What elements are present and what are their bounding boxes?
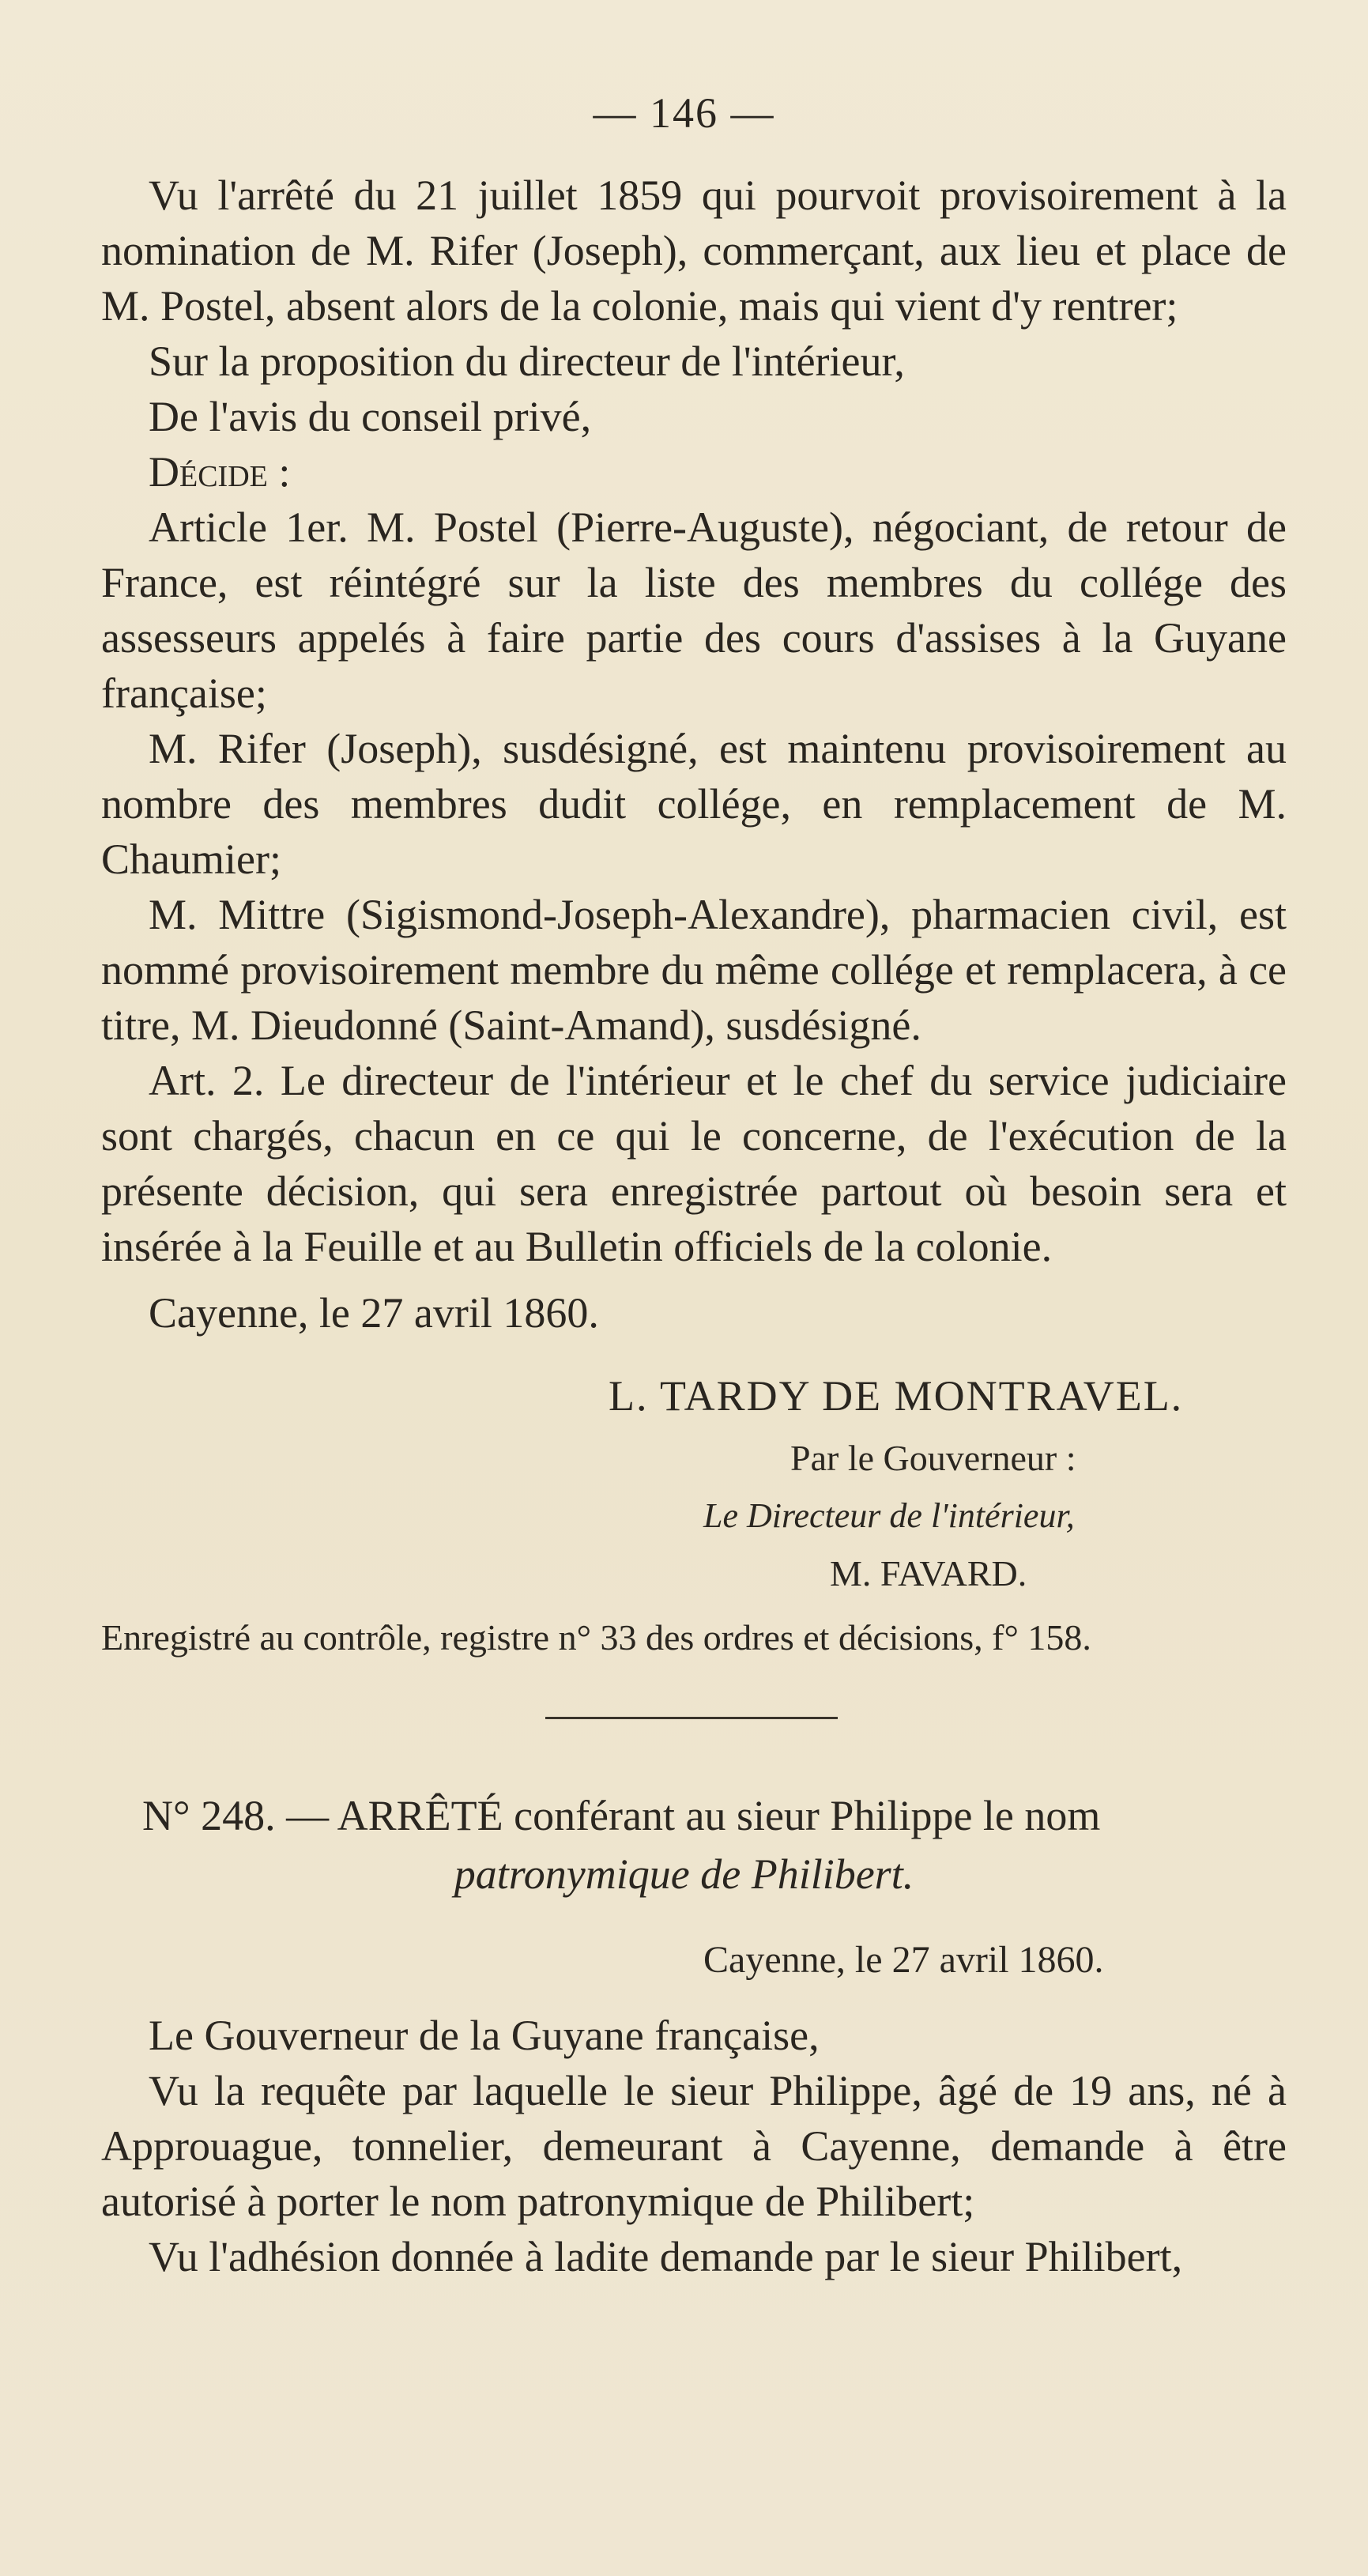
decision-place-date: Cayenne, le 27 avril 1860. — [149, 1289, 599, 1337]
decision-paragraph-rifer: M. Rifer (Joseph), susdésigné, est maintenu provisoirement au nombre des membres dudit collége, en remplacement de M. Chaumier; — [101, 725, 1287, 883]
arrete-paragraph-3: Vu l'adhésion donnée à ladite demande par le sieur Philibert, — [149, 2233, 1183, 2280]
arrete-heading-line-2: patronymique de Philibert. — [454, 1850, 914, 1898]
decision-article-2: Art. 2. Le directeur de l'intérieur et le chef du service judiciaire sont chargés, chacun en ce qui le concerne, de l'exécution de la présente décision, qui sera enregistrée partout où besoin sera et insérée à la Feuille et au Bulletin officiels de la colonie. — [101, 1057, 1287, 1270]
registration-note: Enregistré au contrôle, registre n° 33 des ordres et décisions, f° 158. — [101, 1617, 1091, 1658]
director-name: M. FAVARD. — [830, 1553, 1027, 1593]
decision-paragraph-3: De l'avis du conseil privé, — [149, 393, 592, 440]
decision-paragraph-2: Sur la proposition du directeur de l'intérieur, — [149, 338, 905, 385]
decision-decide: Décide : — [149, 448, 291, 496]
arrete-paragraph-2: Vu la requête par laquelle le sieur Philippe, âgé de 19 ans, né à Approuague, tonnelier, demeurant à Cayenne, demande à être autorisé à porter le nom patronymique de Philibert; — [101, 2067, 1287, 2225]
arrete-body — [101, 2008, 1287, 2284]
page-number: — 146 — — [593, 89, 775, 137]
by-governor: Par le Gouverneur : — [790, 1438, 1076, 1478]
arrete-paragraph-1: Le Gouverneur de la Guyane française, — [149, 2012, 820, 2059]
decision-body — [101, 168, 1287, 1341]
director-title: Le Directeur de l'intérieur, — [703, 1496, 1075, 1535]
arrete-heading-line-1: N° 248. — ARRÊTÉ conférant au sieur Philippe le nom — [142, 1792, 1101, 1839]
signatory: L. TARDY DE MONTRAVEL. — [609, 1372, 1184, 1420]
decision-paragraph-1: Vu l'arrêté du 21 juillet 1859 qui pourvoit provisoirement à la nomination de M. Rifer (Joseph), commerçant, aux lieu et place de M. Postel, absent alors de la colonie, mais qui vient d'y rentrer; — [101, 172, 1287, 330]
decision-article-1: Article 1er. M. Postel (Pierre-Auguste), négociant, de retour de France, est réintégré sur la liste des membres du collége des assesseurs appelés à faire partie des cours d'assises à la Guyane française; — [101, 504, 1287, 717]
arrete-place-date: Cayenne, le 27 avril 1860. — [703, 1939, 1104, 1981]
decision-paragraph-mittre: M. Mittre (Sigismond-Joseph-Alexandre), pharmacien civil, est nommé provisoirement membre du même collége et remplacera, à ce titre, M. Dieudonné (Saint-Amand), susdésigné. — [101, 891, 1287, 1049]
section-divider — [545, 1717, 838, 1719]
